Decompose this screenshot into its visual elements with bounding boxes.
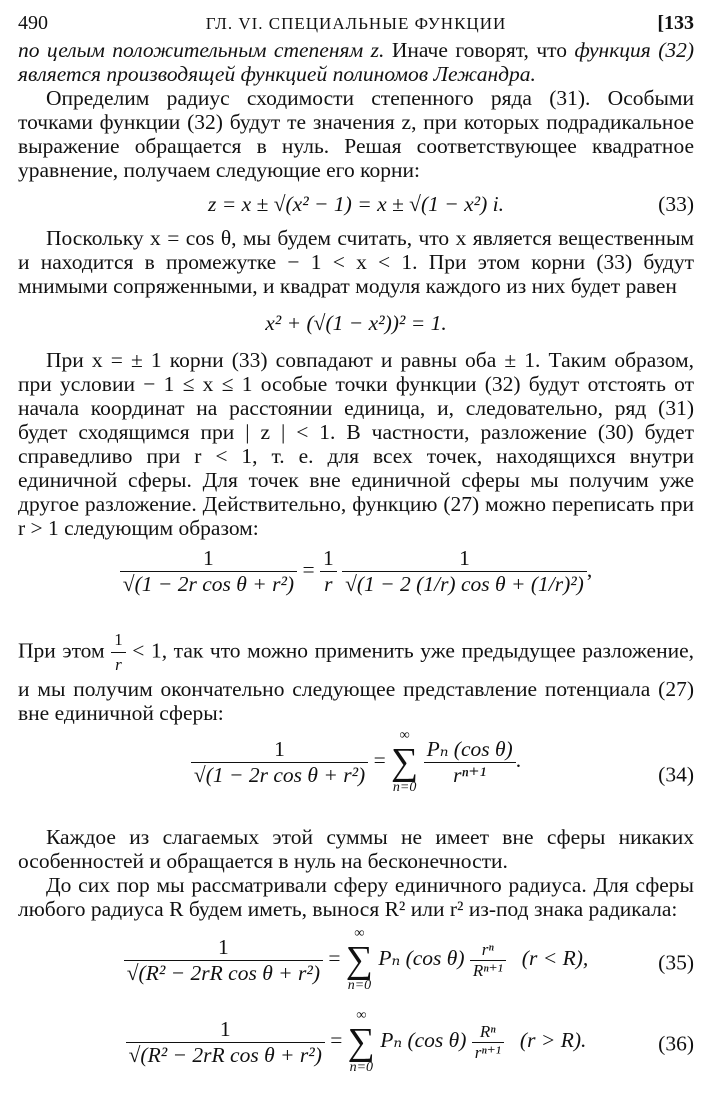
fraction: [124, 935, 323, 986]
summation: [348, 1009, 375, 1075]
paragraph-3: Поскольку x = cos θ, мы будем считать, что x является вещественным и находится в промежутке − 1 < x < 1. При этом корни (33) будут мнимыми сопряженными, и квадрат модуля каждого из них будет равен: [18, 226, 694, 298]
condition: (r > R).: [519, 1027, 587, 1052]
paragraph-5: [18, 628, 694, 725]
equation-modulus: [18, 298, 694, 348]
paragraph-1: [18, 38, 694, 86]
denominator: Rⁿ⁺¹: [470, 960, 506, 981]
numerator: 1: [219, 1016, 231, 1041]
fraction: [191, 737, 368, 788]
numerator: rⁿ: [481, 939, 494, 959]
numerator: Pₙ (cos θ): [426, 736, 513, 761]
book-page: [18, 8, 694, 1083]
equation-tag: (33): [658, 192, 694, 216]
numerator: 1: [217, 934, 229, 959]
equation-36: [18, 1005, 694, 1083]
numerator: 1: [203, 546, 214, 570]
legendre-term: Pₙ (cos θ): [378, 945, 465, 970]
numerator: 1: [322, 546, 334, 570]
sigma-icon: ∑: [391, 741, 419, 783]
equation-tag: (35): [658, 950, 694, 975]
fraction: [120, 546, 297, 597]
paragraph-2: Определим радиус сходимости степенного ряда (31). Особыми точками функции (32) будут те значения z, при которых подрадикальное выражение обращается в нуль. Решая соответствующее квадратное уравнение, получаем следующие его корни:: [18, 86, 694, 182]
equation-33: [18, 182, 694, 226]
denominator: √(R² − 2rR cos θ + r²): [126, 1042, 325, 1068]
section-number: [133: [657, 12, 694, 34]
fraction: [111, 628, 126, 677]
fraction: [424, 737, 516, 788]
page-number: 490: [18, 12, 48, 34]
page-header: [18, 8, 694, 38]
trailing-punct: .: [515, 747, 522, 772]
denominator: √(1 − 2r cos θ + r²): [191, 762, 368, 788]
sigma-icon: ∑: [347, 1021, 375, 1063]
italic-statement: функция (32) является производящей функцией полиномов Лежандра.: [18, 38, 695, 86]
equation-body: x² + (√(1 − x²))² = 1.: [265, 311, 447, 335]
paragraph-text: Иначе говорят, что: [384, 38, 575, 62]
equals-sign: =: [302, 557, 315, 582]
paragraph-7: До сих пор мы рассматривали сферу единичного радиуса. Для сферы любого радиуса R будем иметь, вынося R² или r² из-под знака радикала:: [18, 873, 694, 921]
denominator: √(1 − 2 (1/r) cos θ + (1/r)²): [342, 571, 587, 597]
sigma-icon: ∑: [345, 939, 373, 981]
sum-upper: ∞: [354, 926, 365, 941]
equation-tag: (34): [658, 762, 694, 787]
summation: [346, 927, 373, 993]
sum-lower: n=0: [347, 978, 372, 993]
equals-sign: =: [373, 747, 386, 772]
fraction: [320, 546, 337, 597]
denominator: √(R² − 2rR cos θ + r²): [124, 960, 323, 986]
condition: (r < R),: [521, 945, 589, 970]
fraction: [126, 1017, 325, 1068]
equation-35: [18, 921, 694, 1005]
equation-tag: (36): [658, 1031, 694, 1056]
paragraph-text: < 1, так что можно применить уже предыдущее разложение, и мы получим окончательно следующее представление потенциала (27) вне единичной сферы:: [18, 638, 695, 725]
paragraph-4: При x = ± 1 корни (33) совпадают и равны оба ± 1. Таким образом, при условии − 1 ≤ x ≤ 1 особые точки функции (32) будут отстоять от начала координат на расстоянии единица, и, следовательно, ряд (31) будет сходящимся при | z | < 1. В частности, разложение (30) будет справедливо при r < 1, т. е. для всех точек, находящихся внутри единичной сферы. Для точек вне единичной сферы мы получим уже другое разложение. Действительно, функцию (27) можно переписать при r > 1 следующим образом:: [18, 348, 694, 540]
paragraph-text: При этом: [18, 638, 105, 663]
sum-lower: n=0: [392, 780, 417, 795]
equals-sign: =: [330, 1027, 343, 1052]
fraction: [472, 1022, 504, 1063]
equation-body: z = x ± √(x² − 1) = x ± √(1 − x²) i.: [207, 192, 505, 216]
sum-lower: n=0: [349, 1060, 374, 1075]
sum-upper: ∞: [356, 1008, 367, 1023]
denominator: r: [111, 652, 126, 677]
numerator: 1: [459, 546, 470, 570]
denominator: √(1 − 2r cos θ + r²): [120, 571, 297, 597]
numerator: 1: [114, 630, 123, 649]
denominator: rⁿ⁺¹: [424, 762, 516, 788]
equation-34: [18, 725, 694, 825]
italic-text: по целым положительным степеням z.: [18, 38, 385, 62]
denominator: rⁿ⁺¹: [472, 1042, 504, 1063]
denominator: r: [320, 571, 337, 597]
fraction: [470, 940, 506, 981]
equation-rewrite: [18, 540, 694, 628]
running-title: ГЛ. VI. СПЕЦИАЛЬНЫЕ ФУНКЦИИ: [205, 14, 507, 33]
paragraph-6: Каждое из слагаемых этой суммы не имеет вне сферы никаких особенностей и обращается в нуль на бесконечности.: [18, 825, 694, 873]
equals-sign: =: [328, 945, 341, 970]
fraction: [342, 546, 587, 597]
numerator: Rⁿ: [479, 1021, 496, 1041]
legendre-term: Pₙ (cos θ): [380, 1027, 467, 1052]
summation: [391, 729, 418, 795]
sum-upper: ∞: [399, 728, 410, 743]
trailing-punct: ,: [586, 557, 593, 582]
numerator: 1: [274, 736, 285, 761]
